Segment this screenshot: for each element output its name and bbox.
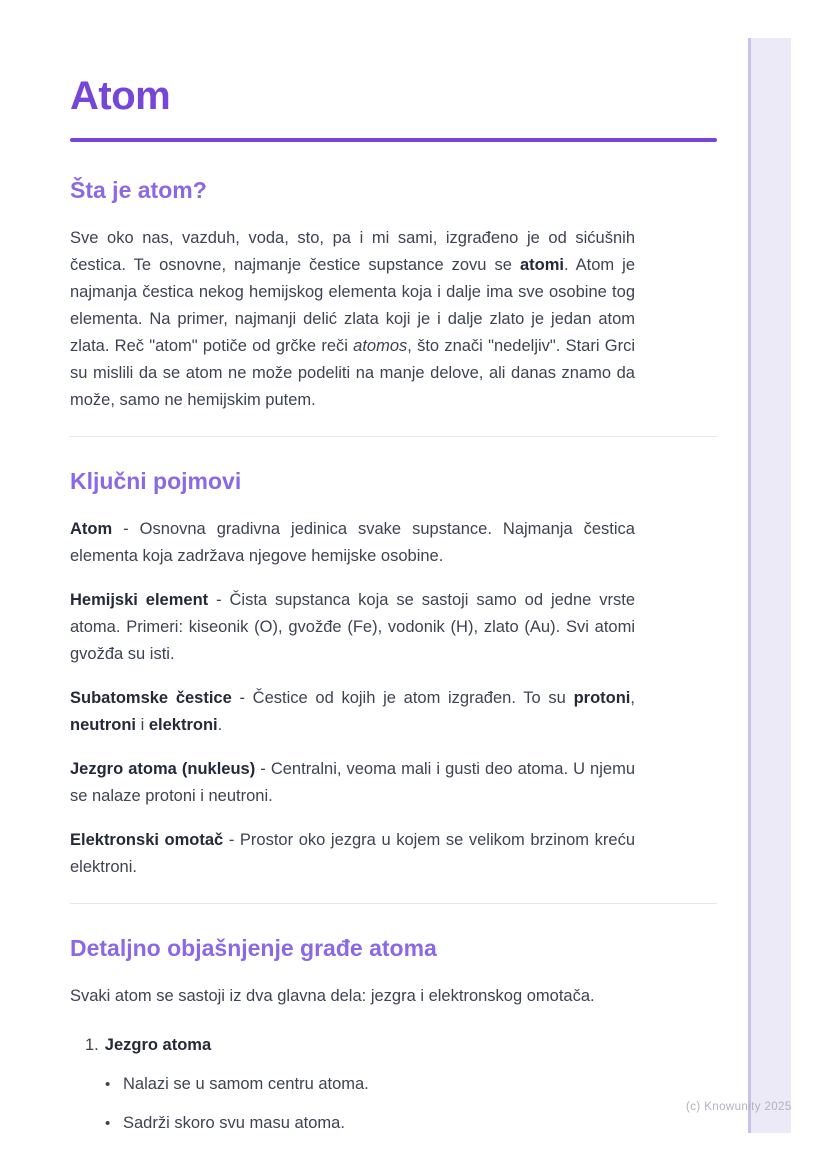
section-heading: Šta je atom? xyxy=(70,177,207,203)
bullet-list-item xyxy=(70,1071,635,1098)
bold-text: Subatomske čestice xyxy=(70,689,232,707)
text-run: - Prostor oko jezgra u kojem se velikom brzinom kreću elektroni. xyxy=(70,831,636,876)
bold-text: atomi xyxy=(519,256,564,274)
bold-text: protoni xyxy=(573,689,631,707)
document-title: Atom xyxy=(70,74,171,118)
text-run: - Centralni, veoma mali i gusti deo atoma. U njemu se nalaze protoni i neutroni. xyxy=(70,760,635,805)
bold-text: Jezgro atoma xyxy=(104,1036,212,1054)
footer-credit: (c) Knowunity 2025 xyxy=(686,1101,792,1113)
text-run: Sadrži skoro svu masu atoma. xyxy=(123,1114,345,1132)
numbered-list-item xyxy=(70,1032,635,1059)
document-content xyxy=(70,0,635,1137)
bold-text: neutroni xyxy=(70,716,136,734)
text-run: - Osnovna gradivna jedinica svake supstance. Najmanja čestica elementa koja zadržava njegove hemijske osobine. xyxy=(70,520,635,565)
text-run: - Čestice od kojih je atom izgrađen. To su xyxy=(231,689,574,707)
text-run: , xyxy=(630,689,635,707)
bold-text: Jezgro atoma (nukleus) xyxy=(70,760,256,778)
section-heading: Detaljno objašnjenje građe atoma xyxy=(70,935,437,961)
bullet-list-item xyxy=(70,1110,635,1137)
text-run: , što znači "nedeljiv". Stari Grci su mislili da se atom ne može podeliti na manje delove, ali danas znamo da može, samo ne hemijskim putem. xyxy=(70,337,635,409)
text-run: i xyxy=(136,716,149,734)
paragraph xyxy=(70,685,635,739)
text-run: Sve oko nas, vazduh, voda, sto, pa i mi sami, izgrađeno je od sićušnih čestica. Te osnovne, najmanje čestice supstance zovu se xyxy=(70,229,635,274)
bullet-icon: • xyxy=(105,1076,111,1093)
page-edge-strip xyxy=(748,38,791,1133)
text-run: Svaki atom se sastoji iz dva glavna dela: jezgra i elektronskog omotača. xyxy=(70,987,595,1005)
list-number: 1. xyxy=(85,1036,99,1054)
bold-text: Atom xyxy=(70,520,113,538)
text-run: - Čista supstanca koja se sastoji samo od jedne vrste atoma. Primeri: kiseonik (O), gvožđe (Fe), vodonik (H), zlato (Au). Svi atomi gvožđa su isti. xyxy=(70,591,635,663)
bold-text: Elektronski omotač xyxy=(70,831,224,849)
italic-text: atomos xyxy=(353,337,408,355)
bold-text: elektroni xyxy=(148,716,218,734)
paragraph xyxy=(70,516,635,570)
paragraph xyxy=(70,587,635,668)
text-run: . xyxy=(217,716,223,734)
bold-text: Hemijski element xyxy=(70,591,209,609)
paragraph xyxy=(70,225,635,414)
text-run: . Atom je najmanja čestica nekog hemijskog elementa koja i dalje ima sve osobine tog elementa. Na primer, najmanji delić zlata koji je i dalje zlato je jedan atom zlata. Reč "atom" potiče od grčke reči xyxy=(70,256,636,355)
paragraph xyxy=(70,983,635,1010)
paragraph xyxy=(70,827,635,881)
text-run: Nalazi se u samom centru atoma. xyxy=(123,1075,369,1093)
document-body xyxy=(70,176,635,1137)
section-heading: Ključni pojmovi xyxy=(70,468,242,494)
section-divider xyxy=(70,903,717,904)
title-underline xyxy=(70,138,717,142)
paragraph xyxy=(70,756,635,810)
bullet-icon: • xyxy=(105,1115,111,1132)
section-divider xyxy=(70,436,717,437)
